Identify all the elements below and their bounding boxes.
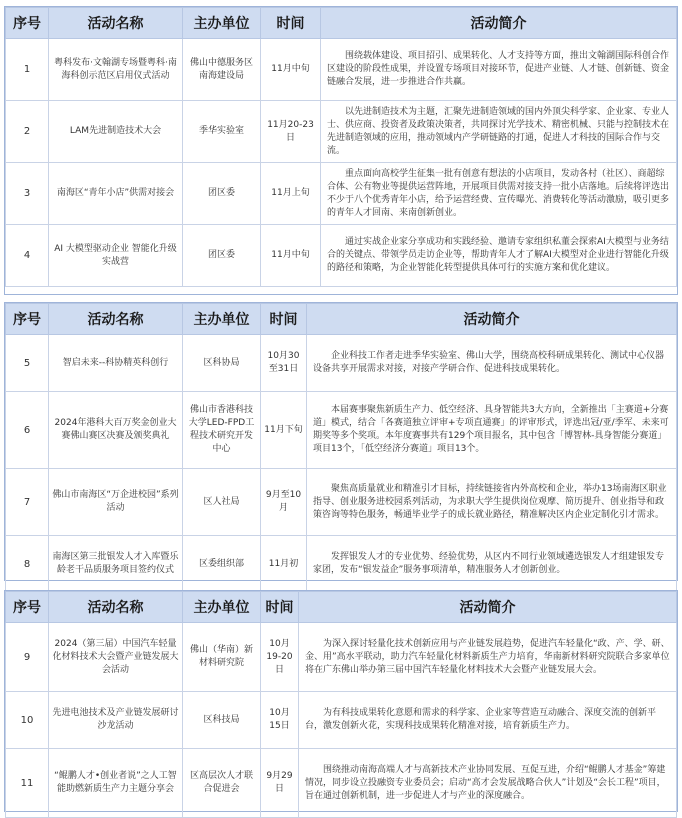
activity-table — [5, 7, 677, 287]
activity-time: 9月29日 — [261, 749, 299, 818]
header-time: 时间 — [261, 592, 299, 623]
activity-desc: 为深入探讨轻量化技术创新应用与产业链发展趋势，促进汽车轻量化“政、产、学、研、金、用”高水平联动，助力汽车轻量化材料新质生产力培育，华南新材料研究院联合多家单位将在广东佛山举办第三届中国汽车轻量化材料技术大会暨产业链发展大会。 — [299, 623, 677, 692]
table-row — [6, 623, 677, 692]
activity-name: 2024（第三届）中国汽车轻量化材料技术大会暨产业链发展大会活动 — [49, 623, 183, 692]
table-block-1 — [4, 6, 678, 295]
header-desc: 活动简介 — [299, 592, 677, 623]
header-row — [6, 8, 677, 39]
host-org: 团区委 — [183, 225, 261, 287]
header-org: 主办单位 — [183, 592, 261, 623]
row-number: 3 — [6, 163, 49, 225]
header-no: 序号 — [6, 592, 49, 623]
activity-desc: 以先进制造技术为主题，汇聚先进制造领域的国内外顶尖科学家、企业家、专业人士、供应商、投资者及政策决策者，共同探讨光学技术、精密机械、只能与控制技术在先进制造领域的应用，推动领域内产学研链路的打通，促进人才科技的国际合作与交流。 — [321, 101, 677, 163]
host-org: 区科协局 — [183, 335, 261, 392]
activity-time: 10月19-20日 — [261, 623, 299, 692]
header-time: 时间 — [261, 8, 321, 39]
table-row — [6, 469, 677, 536]
header-row — [6, 304, 677, 335]
activity-time: 11月中旬 — [261, 39, 321, 101]
activity-desc: 重点面向高校学生征集一批有创意有想法的小店项目，发动各村（社区）、商超综合体、公有物业等提供运营阵地，开展项目供需对接支持一批小店落地。后续将评选出不少于八个优秀青年小店，给予运营经费、宣传曝光、消费转化等活动激励，吸引更多的青年人才回南、来南创新创业。 — [321, 163, 677, 225]
activity-desc: 企业科技工作者走进季华实验室、佛山大学，围绕高校科研成果转化、测试中心仪器设备共享开展需求对接，对接产学研合作、促进科技成果转化。 — [307, 335, 677, 392]
activity-desc: 本届赛事聚焦新质生产力、低空经济、具身智能共3大方向，全新推出「主赛道+分赛道」模式，结合「各赛道独立评审+专项直通赛」的评审形式，评选出冠/亚/季军、未来可期奖等多个奖项。本年度赛事共有129个项目报名，其中包含「博智林-具身智能分赛道」项目13个，「低空经济分赛道」项目13个。 — [307, 392, 677, 469]
header-org: 主办单位 — [183, 8, 261, 39]
header-time: 时间 — [261, 304, 307, 335]
header-org: 主办单位 — [183, 304, 261, 335]
host-org: 季华实验室 — [183, 101, 261, 163]
host-org: 佛山（华南）新材料研究院 — [183, 623, 261, 692]
table-row — [6, 749, 677, 818]
activity-name: 粤科发布·文翰湖专场暨粤科·南海科创示范区启用仪式活动 — [49, 39, 183, 101]
activity-time: 11月中旬 — [261, 225, 321, 287]
table-row — [6, 39, 677, 101]
activity-name: 智启未来--科协精英科创行 — [49, 335, 183, 392]
activity-name: 佛山市南海区“万企进校园”系列活动 — [49, 469, 183, 536]
activity-name: 先进电池技术及产业链发展研讨沙龙活动 — [49, 692, 183, 749]
table-row — [6, 536, 677, 593]
row-number: 1 — [6, 39, 49, 101]
activity-desc: 发挥银发人才的专业优势、经验优势，从区内不同行业领域遴选银发人才组建银发专家团，发布“银发益企”服务事项清单，精准服务人才创新创业。 — [307, 536, 677, 593]
header-name: 活动名称 — [49, 304, 183, 335]
host-org: 区委组织部 — [183, 536, 261, 593]
header-row — [6, 592, 677, 623]
activity-time: 10月15日 — [261, 692, 299, 749]
activity-name: 南海区第三批银发人才入库暨乐龄老干品质服务项目签约仪式 — [49, 536, 183, 593]
host-org: 佛山中德服务区南海建设局 — [183, 39, 261, 101]
host-org: 团区委 — [183, 163, 261, 225]
row-number: 9 — [6, 623, 49, 692]
table-block-3 — [4, 590, 678, 812]
row-number: 5 — [6, 335, 49, 392]
activity-desc: 围绕推动南海高端人才与高新技术产业协同发展、互促互进，介绍“鲲鹏人才基金”筹建情况，同步设立投融资专业委员会；启动“高才会发展战略合伙人”计划及“会长工程”项目，旨在通过创新机制，进一步促进人才与产业的深度融合。 — [299, 749, 677, 818]
activity-desc: 围绕载体建设、项目招引、成果转化、人才支持等方面，推出文翰湖国际科创合作区建设的阶段性成果，并设置专场项目对接环节，促进产业链、人才链、创新链、资金链融合发展，进一步推进合作共赢。 — [321, 39, 677, 101]
host-org: 区高层次人才联合促进会 — [183, 749, 261, 818]
table-row — [6, 163, 677, 225]
row-number: 4 — [6, 225, 49, 287]
activity-name: LAM先进制造技术大会 — [49, 101, 183, 163]
activity-name: 2024年港科大百万奖金创业大赛佛山赛区决赛及颁奖典礼 — [49, 392, 183, 469]
header-desc: 活动简介 — [321, 8, 677, 39]
activity-time: 10月30至31日 — [261, 335, 307, 392]
table-row — [6, 692, 677, 749]
activity-time: 11月初 — [261, 536, 307, 593]
row-number: 2 — [6, 101, 49, 163]
activity-time: 11月下旬 — [261, 392, 307, 469]
activity-time: 11月20-23日 — [261, 101, 321, 163]
activity-desc: 聚焦高质量就业和精准引才目标，持续链接省内外高校和企业，举办13场南海区职业指导、创业服务进校园系列活动，为求职大学生提供岗位观摩、简历提升、创业指导和政策咨询等特色服务，畅通毕业学子的成长就业路径，精准解决区内企业定制化引才需求。 — [307, 469, 677, 536]
row-number: 11 — [6, 749, 49, 818]
table-row — [6, 392, 677, 469]
table-block-2 — [4, 302, 678, 581]
header-name: 活动名称 — [49, 8, 183, 39]
host-org: 区人社局 — [183, 469, 261, 536]
activity-desc: 通过实战企业家分享成功和实践经验、邀请专家组织私董会探索AI大模型与业务结合的关键点、带领学员走访企业等，帮助青年人才了解AI大模型对企业进行智能化升级的路径和策略，为企业智能化转型提供具体可行的实施方案和优化建议。 — [321, 225, 677, 287]
table-row — [6, 101, 677, 163]
row-number: 10 — [6, 692, 49, 749]
activity-name: 南海区“青年小店”供需对接会 — [49, 163, 183, 225]
activity-desc: 为有科技成果转化意愿和需求的科学家、企业家等营造互动融合、深度交流的创新平台，激发创新火花，实现科技成果转化精准对接，培育新质生产力。 — [299, 692, 677, 749]
row-number: 8 — [6, 536, 49, 593]
host-org: 佛山市香港科技大学LED-FPD工程技术研究开发中心 — [183, 392, 261, 469]
activity-name: AI 大模型驱动企业 智能化升级实战营 — [49, 225, 183, 287]
row-number: 6 — [6, 392, 49, 469]
header-desc: 活动简介 — [307, 304, 677, 335]
header-no: 序号 — [6, 8, 49, 39]
header-name: 活动名称 — [49, 592, 183, 623]
activity-table — [5, 303, 677, 593]
header-no: 序号 — [6, 304, 49, 335]
host-org: 区科技局 — [183, 692, 261, 749]
activity-time: 11月上旬 — [261, 163, 321, 225]
table-row — [6, 335, 677, 392]
activity-time: 9月至10月 — [261, 469, 307, 536]
table-row — [6, 225, 677, 287]
row-number: 7 — [6, 469, 49, 536]
activity-name: “鲲鹏人才•创业者说”之人工智能助燃新质生产力主题分享会 — [49, 749, 183, 818]
activity-table — [5, 591, 677, 818]
